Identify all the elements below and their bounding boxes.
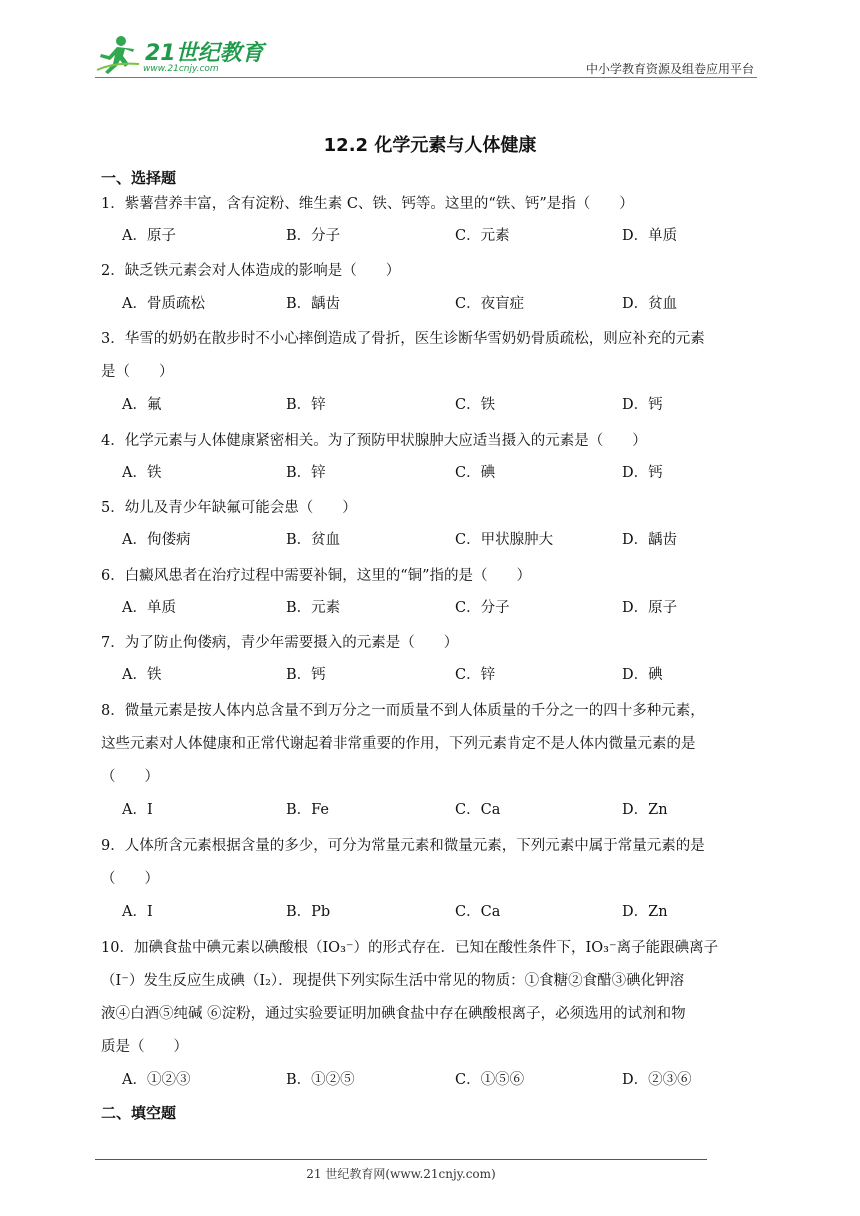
- option-a: A．铁: [122, 465, 162, 481]
- question-stem: [101, 932, 761, 1064]
- option-d: D．Zn: [622, 904, 668, 920]
- option-b: B．Fe: [286, 802, 330, 818]
- option-c: C．①⑤⑥: [455, 1072, 525, 1088]
- option-d: D．钙: [622, 465, 663, 481]
- question-stem: [101, 560, 761, 593]
- question-line: （ ）: [101, 769, 159, 785]
- option-d: D．碘: [622, 667, 663, 683]
- option-b: B．锌: [286, 397, 326, 413]
- logo: [95, 34, 265, 78]
- option-b: B．①②⑤: [286, 1072, 355, 1088]
- option-row: [122, 798, 762, 828]
- option-row: [122, 528, 762, 558]
- option-b: B．锌: [286, 465, 326, 481]
- option-c: C．碘: [455, 465, 496, 481]
- option-row: [122, 1068, 762, 1098]
- option-c: C．锌: [455, 667, 496, 683]
- question-stem: [101, 695, 761, 794]
- runner-logo-icon: [95, 34, 141, 76]
- option-c: C．铁: [455, 397, 496, 413]
- option-c: C．元素: [455, 228, 510, 244]
- footer-divider: [95, 1159, 707, 1160]
- option-b: B．钙: [286, 667, 326, 683]
- header-divider: [95, 77, 757, 78]
- option-d: D．单质: [622, 228, 678, 244]
- option-a: A．氟: [122, 397, 162, 413]
- question-line: 3．华雪的奶奶在散步时不小心摔倒造成了骨折，医生诊断华雪奶奶骨质疏松，则应补充的元素: [101, 331, 705, 347]
- question-stem: [101, 627, 761, 660]
- question-stem: [101, 323, 761, 389]
- option-row: [122, 461, 762, 491]
- platform-label: 中小学教育资源及组卷应用平台: [585, 62, 754, 76]
- question-line: 6．白癜风患者在治疗过程中需要补铜，这里的“铜”指的是（ ）: [101, 568, 532, 584]
- option-d: D．龋齿: [622, 532, 678, 548]
- option-b: B．Pb: [286, 904, 331, 920]
- option-b: B．贫血: [286, 532, 341, 548]
- logo-url: www.21cnjy.com: [143, 64, 219, 74]
- logo-text: 21世纪教育: [145, 41, 264, 66]
- option-c: C．夜盲症: [455, 296, 525, 312]
- option-a: A．①②③: [122, 1072, 191, 1088]
- option-row: [122, 292, 762, 322]
- question-line: 这些元素对人体健康和正常代谢起着非常重要的作用，下列元素肯定不是人体内微量元素的是: [101, 736, 696, 752]
- page-header: [95, 30, 757, 80]
- question-line: （I⁻）发生反应生成碘（I₂）．现提供下列实际生活中常见的物质：①食糖②食醋③碘化钾溶: [101, 973, 685, 989]
- question-line: 7．为了防止佝偻病，青少年需要摄入的元素是（ ）: [101, 635, 459, 651]
- option-a: A．I: [122, 904, 153, 920]
- section-choice: 一、选择题: [101, 169, 177, 187]
- option-d: D．钙: [622, 397, 663, 413]
- option-c: C．分子: [455, 600, 510, 616]
- question-line: 2．缺乏铁元素会对人体造成的影响是（ ）: [101, 263, 401, 279]
- option-a: A．单质: [122, 600, 176, 616]
- question-line: 4．化学元素与人体健康紧密相关。为了预防甲状腺肿大应适当摄入的元素是（ ）: [101, 433, 647, 449]
- question-line: 9．人体所含元素根据含量的多少，可分为常量元素和微量元素，下列元素中属于常量元素的是: [101, 838, 705, 854]
- footer-text: 21 世纪教育网(www.21cnjy.com): [306, 1167, 496, 1181]
- option-a: A．佝偻病: [122, 532, 191, 548]
- question-stem: [101, 255, 761, 288]
- option-d: D．②③⑥: [622, 1072, 692, 1088]
- option-b: B．龋齿: [286, 296, 341, 312]
- question-line: 液④白酒⑤纯碱 ⑥淀粉，通过实验要证明加碘食盐中存在碘酸根离子，必须选用的试剂和物: [101, 1006, 686, 1022]
- question-line: 1．紫薯营养丰富，含有淀粉、维生素 C、铁、钙等。这里的“铁、钙”是指（ ）: [101, 196, 634, 212]
- option-a: A．铁: [122, 667, 162, 683]
- question-line: 5．幼儿及青少年缺氟可能会患（ ）: [101, 500, 357, 516]
- option-a: A．I: [122, 802, 153, 818]
- question-stem: [101, 830, 761, 896]
- question-line: （ ）: [101, 871, 159, 887]
- question-stem: [101, 188, 761, 221]
- question-line: 8．微量元素是按人体内总含量不到万分之一而质量不到人体质量的千分之一的四十多种元素，: [101, 703, 705, 719]
- option-d: D．Zn: [622, 802, 668, 818]
- option-b: B．分子: [286, 228, 341, 244]
- option-row: [122, 900, 762, 930]
- option-a: A．原子: [122, 228, 176, 244]
- section-fill: 二、填空题: [101, 1104, 177, 1122]
- option-c: C．甲状腺肿大: [455, 532, 554, 548]
- option-b: B．元素: [286, 600, 341, 616]
- option-row: [122, 596, 762, 626]
- question-line: 是（ ）: [101, 364, 174, 380]
- option-row: [122, 663, 762, 693]
- option-d: D．原子: [622, 600, 678, 616]
- question-line: 质是（ ）: [101, 1039, 188, 1055]
- question-line: 10．加碘食盐中碘元素以碘酸根（IO₃⁻）的形式存在．已知在酸性条件下，IO₃⁻离子能跟碘离子: [101, 940, 719, 956]
- option-a: A．骨质疏松: [122, 296, 205, 312]
- option-c: C．Ca: [455, 802, 501, 818]
- option-d: D．贫血: [622, 296, 678, 312]
- question-stem: [101, 425, 761, 458]
- option-c: C．Ca: [455, 904, 501, 920]
- page-title: 12.2 化学元素与人体健康: [323, 135, 537, 156]
- option-row: [122, 393, 762, 423]
- option-row: [122, 224, 762, 254]
- question-stem: [101, 492, 761, 525]
